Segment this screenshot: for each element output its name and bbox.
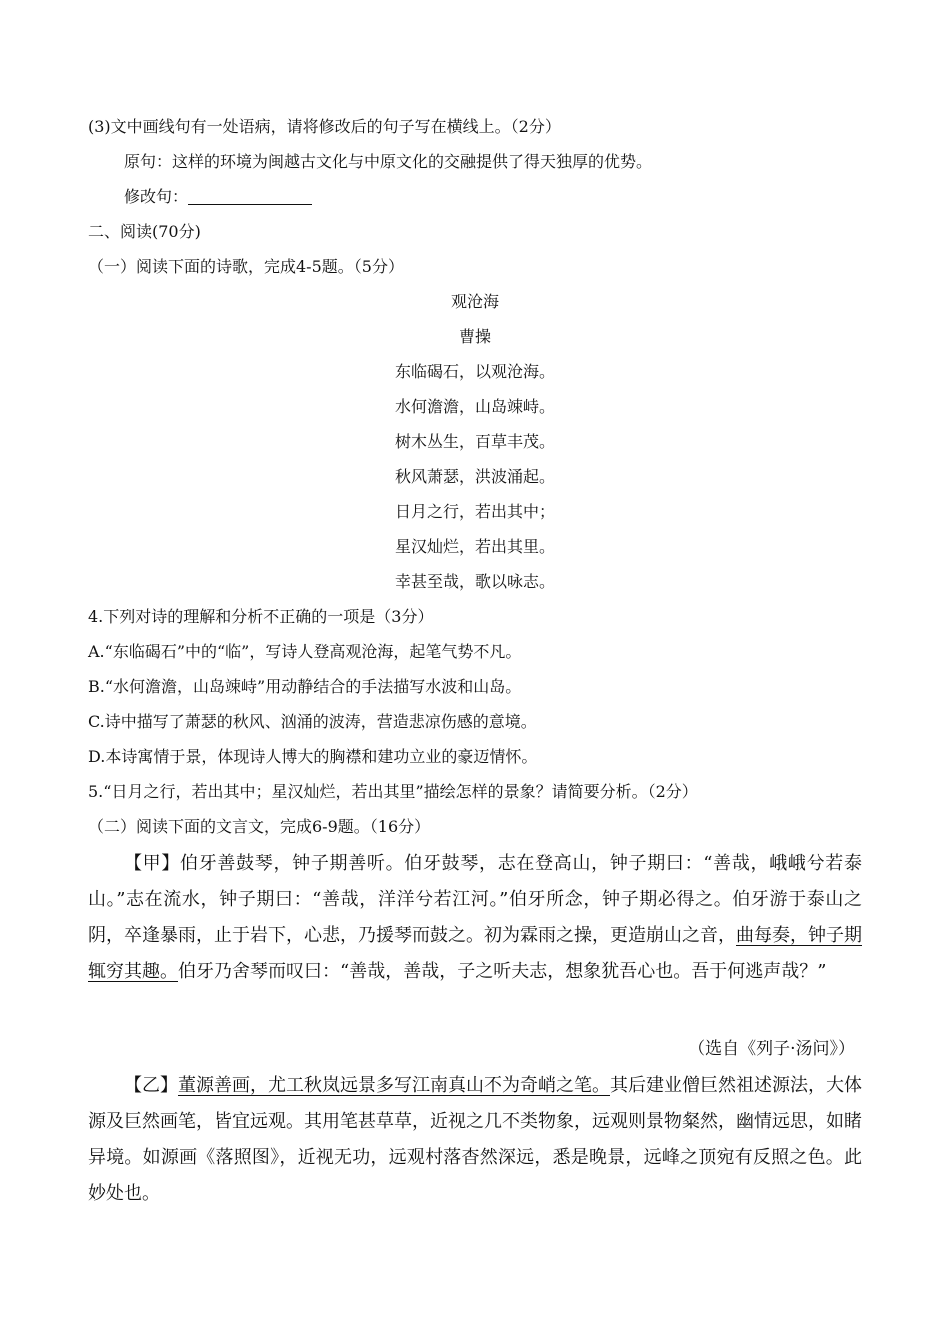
revised-label: 修改句： xyxy=(124,187,189,206)
question-3-prompt: (3)文中画线句有一处语病，请将修改后的句子写在横线上。（2分） xyxy=(88,117,561,136)
yi-underlined-sentence: 董源善画，尤工秋岚远景多写江南真山不为奇峭之笔。 xyxy=(178,1075,610,1096)
part-2-heading: （二）阅读下面的文言文，完成6-9题。（16分） xyxy=(88,817,431,836)
jia-underlined-sentence: 曲每奏，钟子期辄穷其趣。 xyxy=(88,925,862,982)
poem-line: 日月之行，若出其中； xyxy=(394,502,555,521)
poem-title: 观沧海 xyxy=(450,292,499,311)
poem-line: 星汉灿烂，若出其里。 xyxy=(394,537,555,556)
part-1-heading: （一）阅读下面的诗歌，完成4-5题。（5分） xyxy=(88,257,404,276)
poem-line: 秋风萧瑟，洪波涌起。 xyxy=(394,467,555,486)
poem-author: 曹操 xyxy=(458,327,491,346)
jia-text-end: 伯牙乃舍琴而叹曰：“善哉，善哉，子之听夫志，想象犹吾心也。吾于何逃声哉？” xyxy=(178,961,827,982)
question-4-stem: 4.下列对诗的理解和分析不正确的一项是（3分） xyxy=(88,607,434,626)
poem-line: 树木丛生，百草丰茂。 xyxy=(394,432,555,451)
original-sentence: 原句：这样的环境为闽越古文化与中原文化的交融提供了得天独厚的优势。 xyxy=(124,152,653,171)
question-5: 5.“日月之行，若出其中；星汉灿烂，若出其里”描绘怎样的景象？请简要分析。（2分） xyxy=(88,782,698,801)
option-c: C.诗中描写了萧瑟的秋风、汹涌的波涛，营造悲凉伤感的意境。 xyxy=(88,712,537,731)
yi-text: 其后建业僧巨然祖述源法，大体源及巨然画笔，皆宜远观。其用笔甚草草，近视之几不类物象，远观则景物粲然，幽情远思，如睹异境。如源画《落照图》，近视无功，远观村落杳然深远，悉是晚景，远峰之顶宛有反照之色。此妙处也。 xyxy=(88,1075,862,1204)
option-b: B.“水何澹澹，山岛竦峙”用动静结合的手法描写水波和山岛。 xyxy=(88,677,522,696)
jia-text-start: 【甲】伯牙善鼓琴，钟子期善听。伯牙鼓琴，志在登高山，钟子期曰：“善哉，峨峨兮若泰山。”志在流水，钟子期曰：“善哉，洋洋兮若江河。”伯牙所念，钟子期必得之。伯牙游于泰山之阴，卒逢暴雨，止于岩下，心悲，乃援琴而鼓之。初为霖雨之操，更造崩山之音， xyxy=(88,853,862,946)
poem-line: 东临碣石，以观沧海。 xyxy=(394,362,555,381)
option-d: D.本诗寓情于景，体现诗人博大的胸襟和建功立业的豪迈情怀。 xyxy=(88,747,538,766)
yi-label: 【乙】 xyxy=(124,1075,178,1096)
jia-source: （选自《列子·汤问》） xyxy=(688,1039,855,1059)
revised-sentence-row xyxy=(124,186,312,208)
answer-blank[interactable] xyxy=(188,188,312,205)
poem-line: 幸甚至哉，歌以咏志。 xyxy=(394,572,555,591)
option-a: A.“东临碣石”中的“临”，写诗人登高观沧海，起笔气势不凡。 xyxy=(88,642,522,661)
passage-jia xyxy=(88,846,862,990)
poem-line: 水何澹澹，山岛竦峙。 xyxy=(394,397,555,416)
passage-yi xyxy=(88,1068,862,1212)
section-2-title: 二、阅读(70分) xyxy=(88,222,201,241)
